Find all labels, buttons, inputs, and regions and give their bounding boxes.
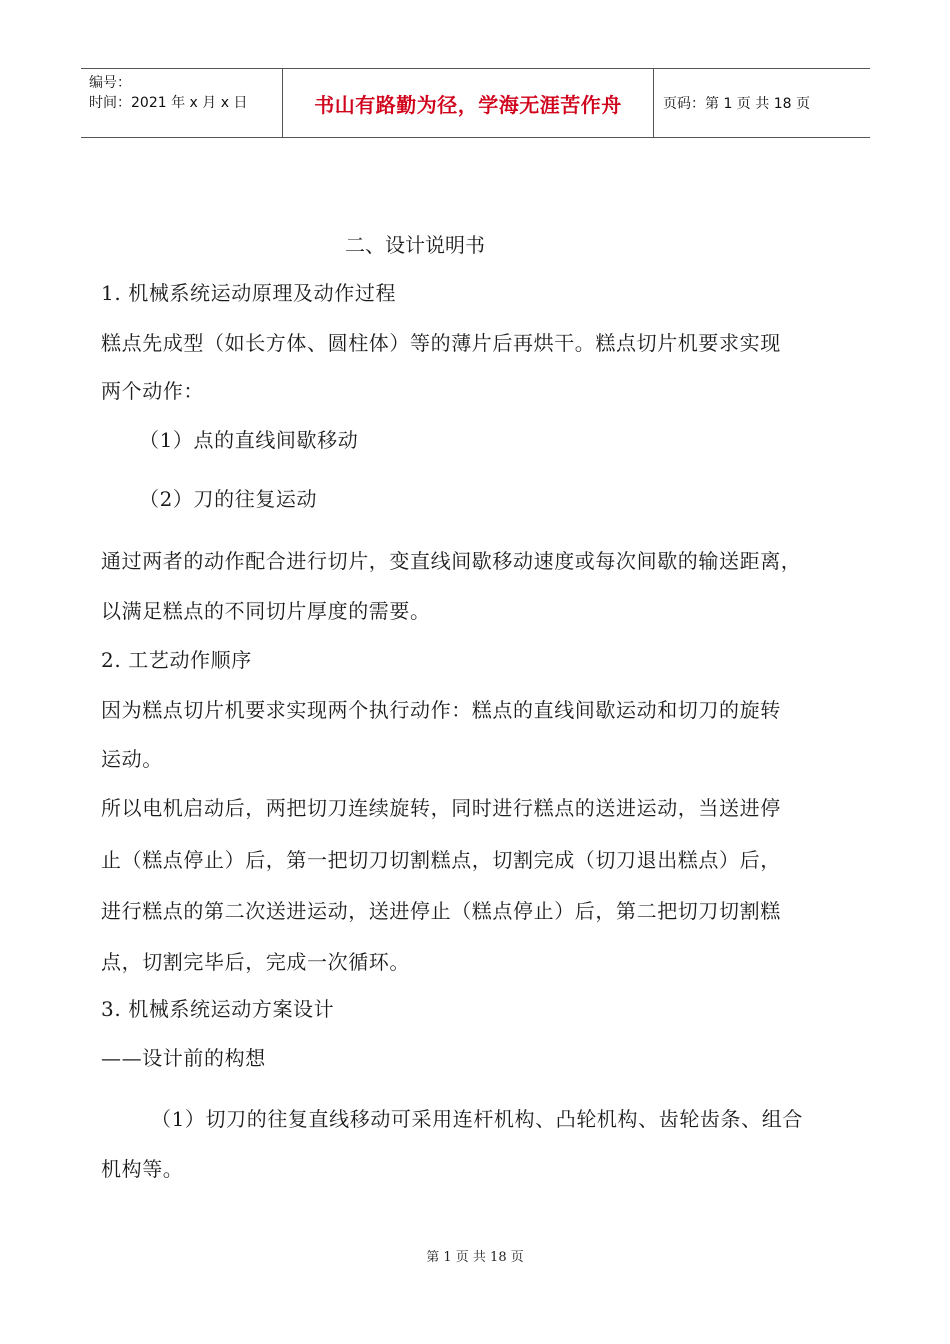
heading-3: 3. 机械系统运动方案设计 xyxy=(101,997,335,1021)
heading-1: 1. 机械系统运动原理及动作过程 xyxy=(101,281,397,305)
paragraph-line: 机构等。 xyxy=(101,1157,184,1181)
document-header xyxy=(81,68,870,138)
section-title: 二、设计说明书 xyxy=(345,233,485,257)
page-footer: 第 1 页 共 18 页 xyxy=(426,1250,524,1265)
paragraph-line: 进行糕点的第二次送进运动，送进停止（糕点停止）后，第二把切刀切割糕 xyxy=(101,899,781,923)
paragraph-line: 两个动作： xyxy=(101,379,204,403)
paragraph-line: 通过两者的动作配合进行切片，变直线间歇移动速度或每次间歇的输送距离， xyxy=(101,549,802,573)
sub-heading: ——设计前的构想 xyxy=(101,1046,266,1070)
list-item: （1）点的直线间歇移动 xyxy=(139,428,359,452)
paragraph-line: 止（糕点停止）后，第一把切刀切割糕点，切割完成（切刀退出糕点）后， xyxy=(101,848,781,872)
paragraph-line: 所以电机启动后，两把切刀连续旋转，同时进行糕点的送进运动，当送进停 xyxy=(101,796,781,820)
paragraph-line: 运动。 xyxy=(101,747,163,771)
number-label: 编号： xyxy=(89,75,131,91)
paragraph-line: 点，切割完毕后，完成一次循环。 xyxy=(101,950,410,974)
paragraph-line: 糕点先成型（如长方体、圆柱体）等的薄片后再烘干。糕点切片机要求实现 xyxy=(101,331,781,355)
paragraph-line: 因为糕点切片机要求实现两个执行动作：糕点的直线间歇运动和切刀的旋转 xyxy=(101,698,781,722)
header-motto: 书山有路勤为径，学海无涯苦作舟 xyxy=(282,69,654,137)
list-item: （2）刀的往复运动 xyxy=(139,487,318,511)
time-label: 时间：2021 年 x 月 x 日 xyxy=(89,95,248,111)
header-meta xyxy=(81,69,282,137)
paragraph-line: （1）切刀的往复直线移动可采用连杆机构、凸轮机构、齿轮齿条、组合 xyxy=(151,1107,803,1131)
header-page-info: 页码：第 1 页 共 18 页 xyxy=(663,96,810,112)
paragraph-line: 以满足糕点的不同切片厚度的需要。 xyxy=(101,599,431,623)
heading-2: 2. 工艺动作顺序 xyxy=(101,648,252,672)
